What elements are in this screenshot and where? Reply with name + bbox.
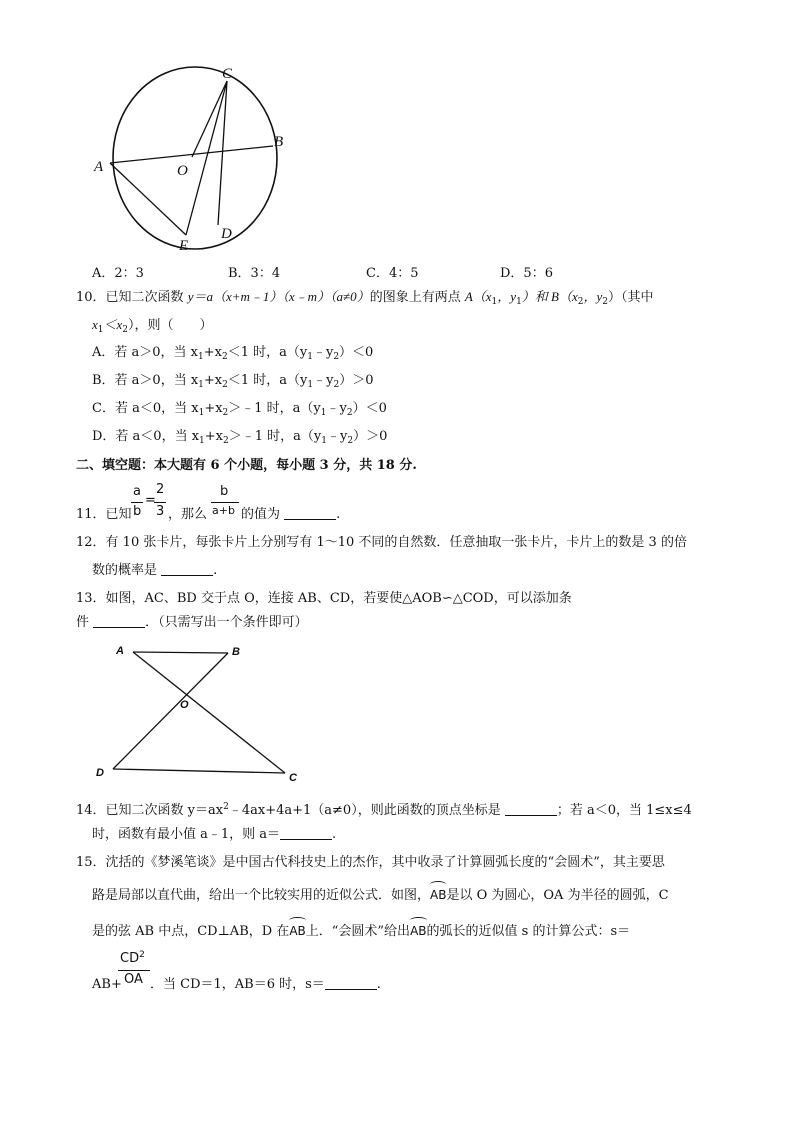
opt-text: ）＜0 (352, 401, 387, 416)
q15-line2-pre: 路是局部以直代曲，给出一个比较实用的近似公式．如图， (92, 888, 431, 903)
sub: 1 (516, 297, 522, 307)
q10-stem-1: 10．已知二次函数 (76, 290, 188, 305)
q13-line2 (76, 614, 308, 632)
opt-text: ）＞0 (339, 373, 374, 388)
q9-choice-a[interactable]: A．2：3 (92, 266, 144, 281)
q14-end: . (332, 827, 337, 842)
q15-answer-blank[interactable] (325, 977, 377, 990)
chord-ab (110, 146, 273, 163)
segment-bd (113, 653, 228, 769)
segment-ac (133, 652, 285, 773)
segment-ab (133, 652, 228, 653)
label-c: C (222, 66, 233, 82)
label-o: O (180, 699, 189, 711)
sub: 1 (307, 352, 313, 362)
q15-line2 (92, 886, 669, 905)
q10-function: y＝a（x+m﹣1）（x﹣m）（a≠0） (187, 289, 370, 304)
q15-formula-num (120, 950, 145, 966)
q15-formula-den: OA (124, 972, 143, 987)
q11-answer-blank[interactable] (284, 507, 336, 520)
opt-text: ）＜0 (339, 345, 374, 360)
arc-ab: AB (289, 924, 306, 938)
opt-text: ﹣y (326, 429, 348, 444)
label-b: B (232, 646, 240, 658)
sub: 1 (320, 408, 327, 418)
sub: 2 (602, 297, 609, 307)
chord-ce (186, 81, 227, 235)
q14-line1 (76, 798, 692, 820)
q10-point-b: ）和 B（x (521, 289, 578, 304)
q15-line3 (92, 922, 630, 941)
q9-choice-c[interactable]: C．4：5 (366, 266, 419, 281)
opt-text: ﹣y (326, 401, 347, 416)
q10-point-a-y: ，y (497, 289, 517, 304)
q10-x2: ＜x (103, 317, 123, 332)
q13-line1: 13．如图，AC、BD 交于点 O，连接 AB、CD，若要使△AOB∽△COD，可以添加条 (76, 591, 572, 606)
q14-line2-text: 时，函数有最小值 a﹣1，则 a＝ (92, 827, 281, 842)
opt-text: ﹣y (312, 345, 334, 360)
label-d: D (96, 767, 104, 779)
opt-text: +x (203, 373, 223, 388)
circle (113, 67, 277, 249)
q10-x1: x (92, 317, 98, 332)
segment-dc (113, 769, 285, 773)
opt-text: ＜1 时，a（y (227, 345, 308, 360)
q10-point-b-y: ，y (583, 289, 603, 304)
q15-formula-prefix: AB+ (92, 977, 122, 992)
opt-text: ＜1 时，a（y (227, 373, 308, 388)
sub: 2 (333, 380, 340, 390)
q10-stem-2: 的图象上有两点 (369, 290, 465, 305)
q15-line3-post: 的弧长的近似值 s 的计算公式：s＝ (426, 924, 631, 939)
sub: 1 (321, 436, 327, 446)
q10-option-a[interactable] (92, 344, 373, 366)
q14-pre: 14．已知二次函数 y＝ax (76, 803, 224, 818)
arc-ab: AB (430, 888, 447, 902)
q12-line2-text: 数的概率是 (92, 563, 158, 578)
sub: 1 (199, 436, 205, 446)
opt-text: +x (204, 401, 223, 416)
q11-post (241, 506, 340, 524)
opt-text: D．若 a＜0，当 x (92, 429, 200, 444)
sup: 2 (223, 802, 229, 812)
q11-equals: = (145, 493, 156, 508)
sub: 2 (223, 436, 229, 446)
q11-frac1-den: b (133, 504, 142, 519)
opt-text: C．若 a＜0，当 x (92, 401, 199, 416)
q11-frac1-bar (131, 502, 143, 503)
q12-end: . (213, 563, 218, 578)
sub: 2 (333, 352, 340, 362)
label-o: O (177, 163, 188, 179)
sub: 2 (346, 408, 353, 418)
q11-frac2-bar (154, 502, 166, 503)
q11-post-text: 的值为 (241, 507, 281, 522)
sub: 2 (122, 325, 129, 335)
opt-text: B．若 a＞0，当 x (92, 373, 199, 388)
q15-formula-bar (118, 970, 150, 971)
q12-answer-blank[interactable] (161, 563, 213, 576)
sub: 2 (221, 352, 228, 362)
q9-circle-figure (90, 58, 300, 258)
opt-text: +x (203, 345, 222, 360)
q11-prefix: 11．已知 (76, 507, 132, 522)
q10-stem-6: ），则（ ） (128, 318, 213, 333)
q10-option-b[interactable] (92, 372, 373, 394)
q14-answer-blank-2[interactable] (280, 827, 332, 840)
q13-figure (90, 638, 310, 788)
q15-end: . (376, 977, 381, 992)
q9-choice-b[interactable]: B．3：4 (228, 266, 281, 281)
label-a: A (94, 159, 104, 175)
q13-pre: 件 (76, 615, 90, 630)
q11-frac2-num: 2 (156, 482, 165, 497)
q15-num-text: CD (120, 951, 140, 966)
q14-mid: ﹣4ax+4a+1（a≠0），则此函数的顶点坐标是 (228, 803, 501, 818)
section-2-heading: 二、填空题：本大题有 6 个小题，每小题 3 分，共 18 分. (76, 458, 417, 473)
label-d: D (221, 226, 232, 242)
label-b: B (274, 134, 284, 150)
q14-answer-blank-1[interactable] (505, 803, 557, 816)
sub: 1 (198, 408, 205, 418)
opt-text: ﹣y (313, 373, 334, 388)
sub: 1 (198, 380, 204, 390)
q15-line2-post: 是以 O 为圆心，OA 为半径的圆弧，C (446, 888, 669, 903)
q9-choice-d[interactable]: D．5：6 (500, 266, 553, 281)
q10-stem-line1 (76, 288, 654, 311)
sub: 2 (577, 297, 584, 307)
q10-option-c[interactable] (92, 400, 387, 422)
q11-frac2-den: 3 (156, 504, 165, 519)
q10-stem-3: ）（其中 (608, 290, 654, 305)
sub: 2 (347, 436, 354, 446)
q11-frac3-num: b (220, 484, 229, 499)
chord-cd (218, 81, 227, 225)
sub: 2 (222, 380, 228, 390)
label-c: C (289, 772, 297, 784)
opt-text: ＞﹣1 时，a（y (228, 401, 321, 416)
opt-text: +x (204, 429, 224, 444)
q11-frac3-den: a+b (212, 504, 235, 517)
sup: 2 (139, 950, 145, 960)
q15-line3-pre: 是的弦 AB 中点，CD⊥AB，D 在 (92, 924, 290, 939)
label-a: A (116, 645, 124, 657)
q11-frac3-bar (211, 502, 239, 503)
opt-text: ）＞0 (353, 429, 388, 444)
label-e: E (179, 238, 189, 254)
q14-line2 (92, 826, 336, 844)
q11-end: . (336, 507, 341, 522)
q10-point-a: A（x (464, 289, 492, 304)
q13-answer-blank[interactable] (93, 615, 145, 628)
q10-stem-line2 (92, 316, 213, 339)
arc-ab: AB (410, 924, 427, 938)
q15-line1: 15．沈括的《梦溪笔谈》是中国古代科技史上的杰作，其中收录了计算圆弧长度的“会圆术”，其主要思 (76, 855, 665, 870)
q10-option-d[interactable] (92, 428, 387, 450)
q11-mid: ，那么 (168, 507, 208, 522)
q15-line3-mid: 上．“会圆术”给出 (305, 924, 411, 939)
sub: 1 (491, 297, 498, 307)
q14-mid2: ；若 a＜0，当 1≤x≤4 (556, 803, 692, 818)
q12-line2 (92, 562, 217, 580)
sub: 2 (222, 408, 229, 418)
sub: 1 (307, 380, 314, 390)
q11-frac1-num: a (133, 484, 141, 499)
q15-line4 (150, 976, 381, 994)
sub: 1 (97, 325, 104, 335)
opt-text: A．若 a＞0，当 x (92, 345, 199, 360)
q12-line1: 12．有 10 张卡片，每张卡片上分别写有 1～10 不同的自然数．任意抽取一张卡片，卡片上的数是 3 的倍 (76, 535, 687, 550)
opt-text: ＞﹣1 时，a（y (228, 429, 322, 444)
q15-line4-text: ．当 CD＝1，AB＝6 时，s＝ (150, 977, 325, 992)
sub: 1 (198, 352, 204, 362)
q13-post: ．（只需写出一个条件即可） (145, 615, 308, 630)
